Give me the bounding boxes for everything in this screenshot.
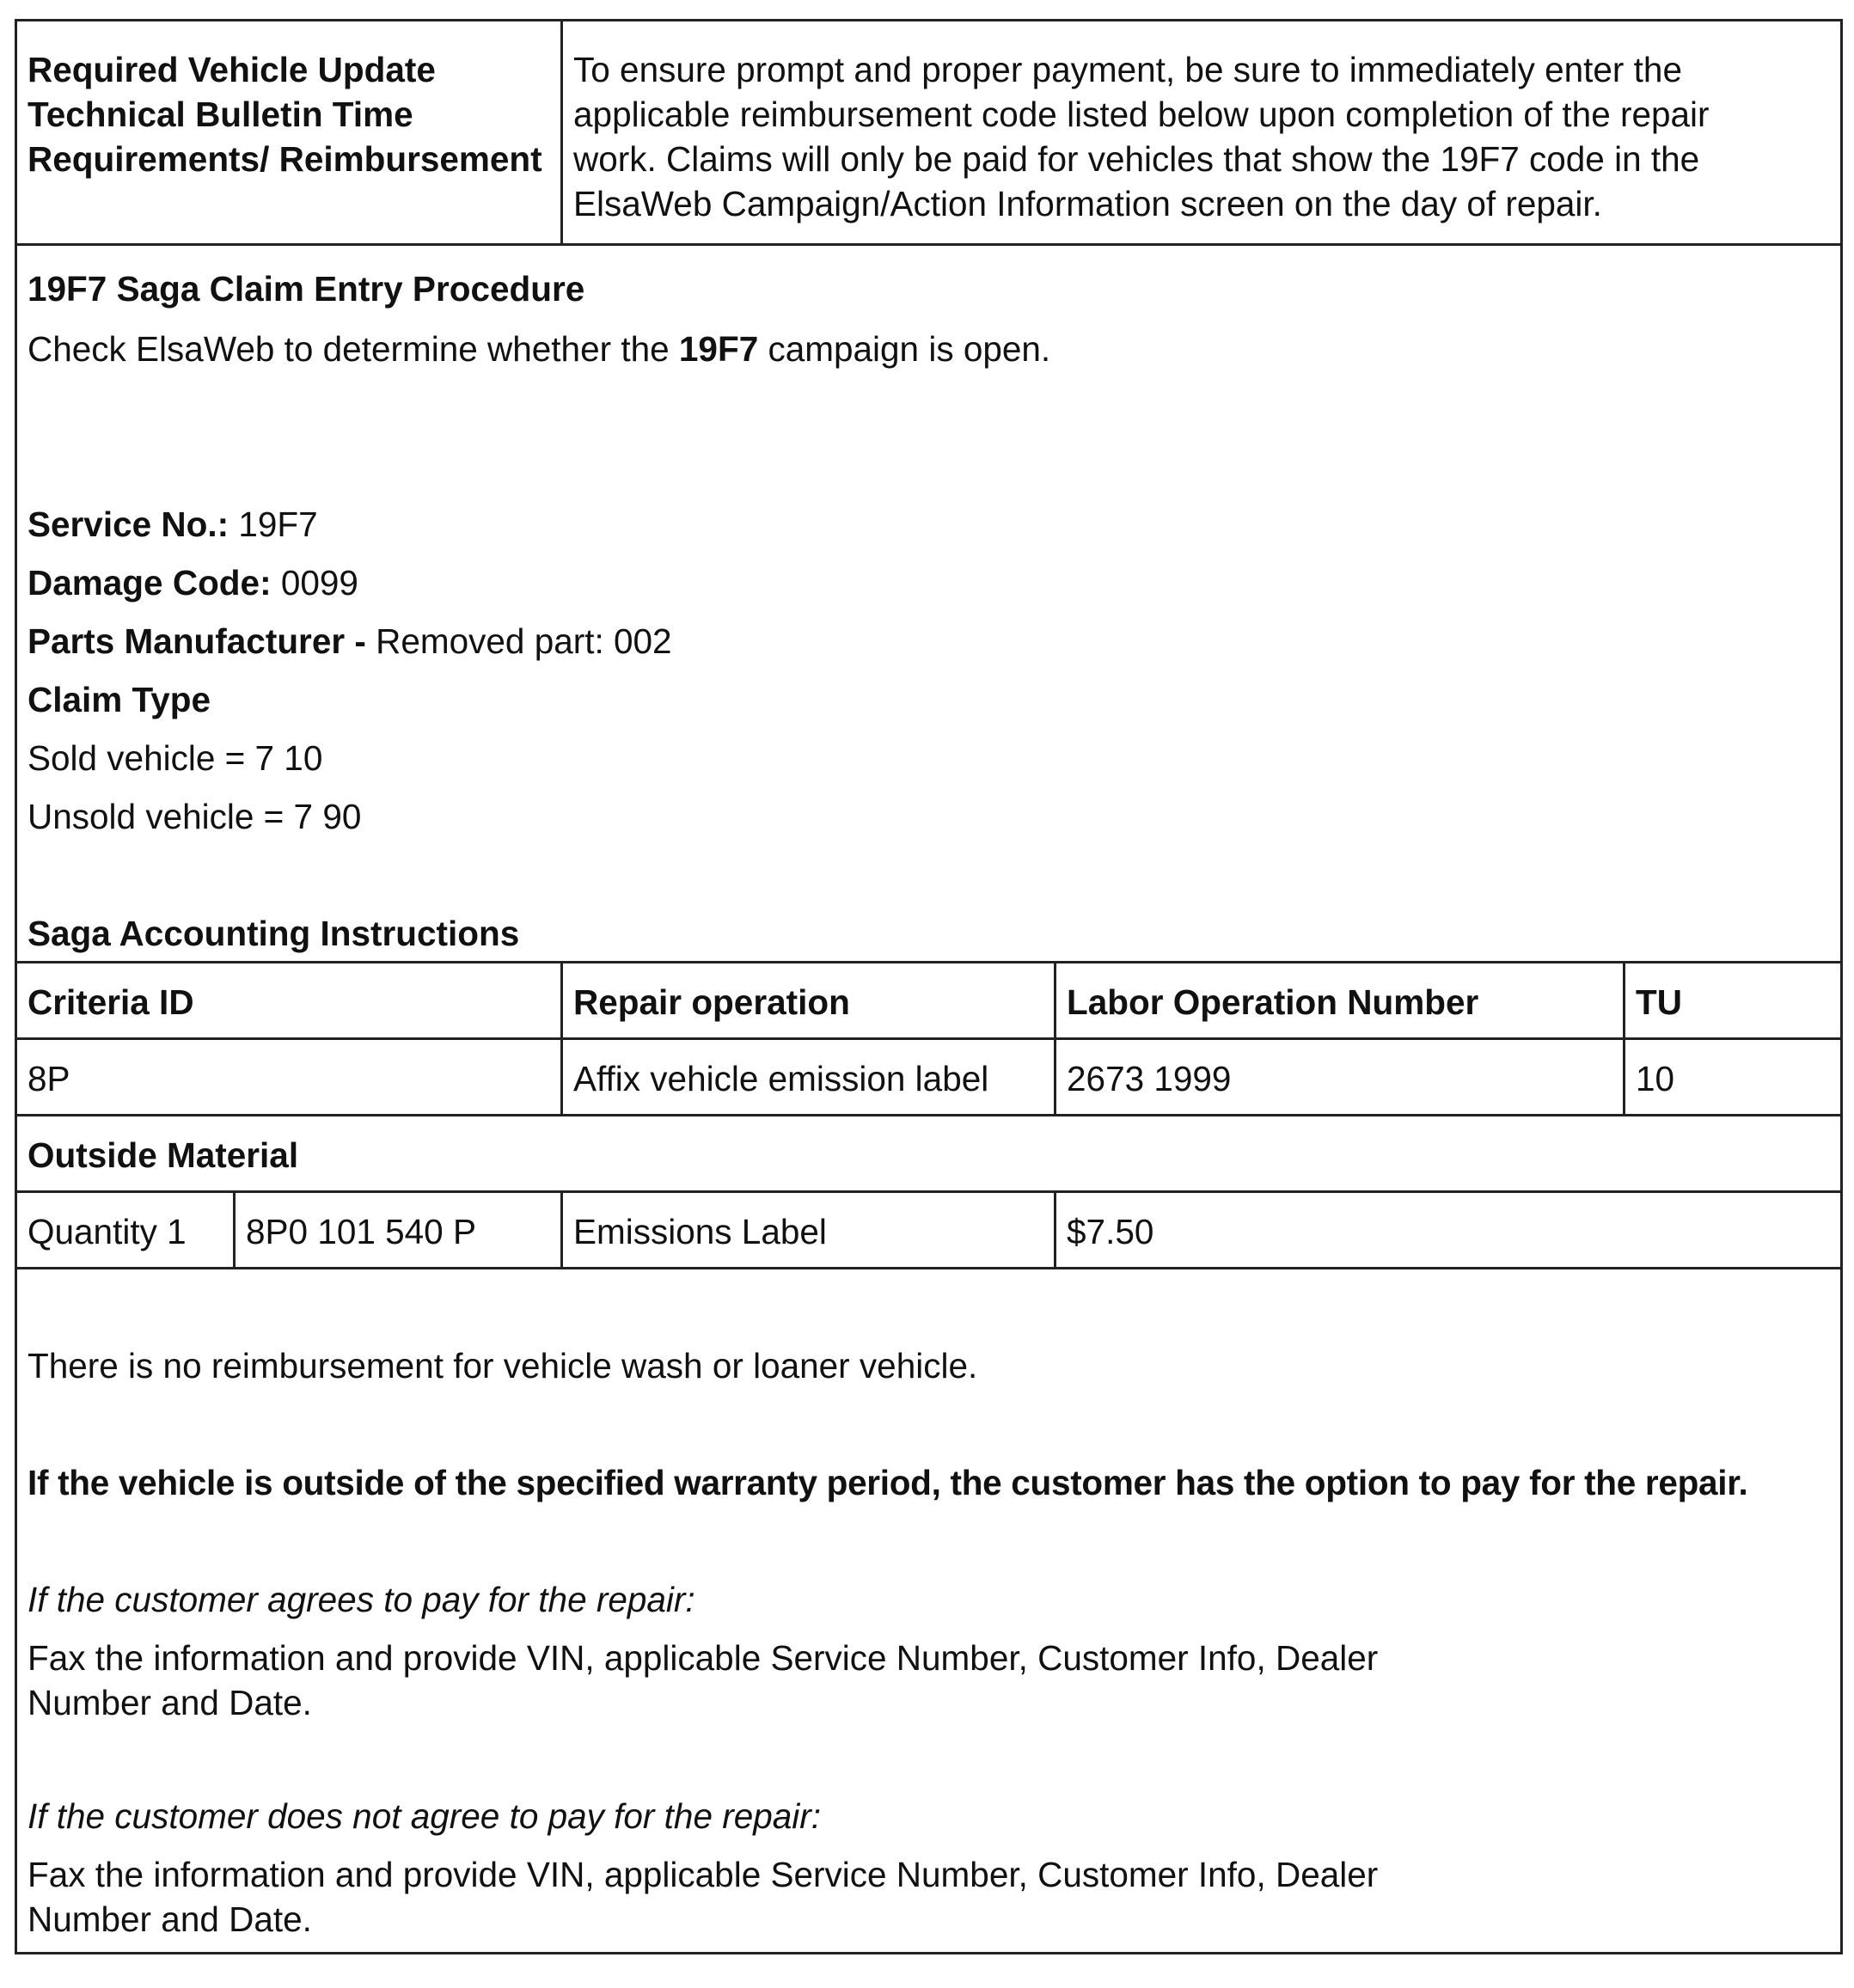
service-no-value: 19F7 — [229, 505, 318, 544]
labor-header-row — [16, 963, 1842, 1039]
not-agree-text-line-2: Number and Date. — [28, 1899, 312, 1939]
not-agree-heading: If the customer does not agree to pay for the repair: — [28, 1796, 822, 1836]
header-title-line-1: Required Vehicle Update — [28, 50, 436, 89]
agrees-heading: If the customer agrees to pay for the repair: — [28, 1580, 695, 1619]
header-text-line-2: applicable reimbursement code listed below upon completion of the repair — [573, 95, 1710, 134]
bulletin-table — [15, 19, 1843, 1954]
labor-header-number — [1055, 963, 1625, 1039]
outside-material-title: Outside Material — [28, 1135, 299, 1175]
accounting-title: Saga Accounting Instructions — [28, 914, 520, 953]
unsold-vehicle-code: Unsold vehicle = 7 90 — [28, 797, 362, 836]
procedure-row — [16, 245, 1842, 963]
material-quantity: Quantity 1 — [28, 1212, 187, 1251]
outside-material-title-cell — [16, 1116, 1842, 1192]
sold-vehicle-code: Sold vehicle = 7 10 — [28, 738, 323, 778]
header-row — [16, 21, 1842, 245]
check-elsaweb-text — [28, 327, 1830, 371]
material-description-cell — [562, 1192, 1055, 1269]
procedure-title: 19F7 Saga Claim Entry Procedure — [28, 269, 585, 309]
material-part-number: 8P0 101 540 P — [246, 1212, 476, 1251]
damage-code-value: 0099 — [271, 563, 358, 603]
material-price-cell — [1055, 1192, 1842, 1269]
labor-cell-criteria — [16, 1039, 562, 1116]
labor-operation-number-value: 2673 1999 — [1067, 1059, 1232, 1098]
labor-cell-repair — [562, 1039, 1055, 1116]
tu-header: TU — [1636, 982, 1683, 1022]
labor-cell-tu — [1625, 1039, 1842, 1116]
labor-operation-number-header: Labor Operation Number — [1067, 982, 1479, 1022]
no-reimbursement-note: There is no reimbursement for vehicle wash or loaner vehicle. — [28, 1346, 978, 1385]
check-prefix: Check ElsaWeb to determine whether the — [28, 329, 679, 369]
repair-operation-header: Repair operation — [573, 982, 850, 1022]
notes-cell — [16, 1269, 1842, 1954]
claim-type-label: Claim Type — [28, 680, 211, 719]
labor-header-repair — [562, 963, 1055, 1039]
outside-material-row — [16, 1192, 1842, 1269]
header-title-line-2: Technical Bulletin Time — [28, 95, 413, 134]
labor-header-criteria — [16, 963, 562, 1039]
header-title-line-3: Requirements/ Reimbursement — [28, 139, 542, 179]
labor-header-tu — [1625, 963, 1842, 1039]
header-text-line-4: ElsaWeb Campaign/Action Information screen on the day of repair. — [573, 184, 1602, 223]
check-suffix: campaign is open. — [758, 329, 1051, 369]
labor-data-row — [16, 1039, 1842, 1116]
damage-code — [28, 560, 1830, 605]
header-instructions-cell — [562, 21, 1842, 245]
material-description: Emissions Label — [573, 1212, 827, 1251]
parts-manufacturer-value: Removed part: 002 — [365, 621, 672, 661]
agrees-text-line-1: Fax the information and provide VIN, applicable Service Number, Customer Info, Dealer — [28, 1638, 1379, 1678]
repair-operation-value: Affix vehicle emission label — [573, 1059, 989, 1098]
material-price: $7.50 — [1067, 1212, 1154, 1251]
outside-material-title-row — [16, 1116, 1842, 1192]
parts-manufacturer — [28, 619, 1830, 664]
material-part-number-cell — [235, 1192, 562, 1269]
criteria-id-header: Criteria ID — [28, 982, 194, 1022]
check-campaign-code: 19F7 — [678, 329, 759, 369]
service-no — [28, 502, 1830, 547]
damage-code-label: Damage Code: — [28, 563, 272, 603]
service-no-label: Service No.: — [28, 505, 229, 544]
parts-manufacturer-label: Parts Manufacturer - — [28, 621, 366, 661]
material-quantity-cell — [16, 1192, 235, 1269]
warranty-notice: If the vehicle is outside of the specified warranty period, the customer has the option to pay for the repair. — [28, 1463, 1748, 1502]
header-text-line-3: work. Claims will only be paid for vehicles that show the 19F7 code in the — [573, 139, 1700, 179]
tu-value: 10 — [1636, 1059, 1675, 1098]
criteria-id-value: 8P — [28, 1059, 70, 1098]
notes-row — [16, 1269, 1842, 1954]
header-title-cell — [16, 21, 562, 245]
agrees-text-line-2: Number and Date. — [28, 1683, 312, 1722]
labor-cell-number — [1055, 1039, 1625, 1116]
procedure-cell — [16, 245, 1842, 963]
not-agree-text-line-1: Fax the information and provide VIN, applicable Service Number, Customer Info, Dealer — [28, 1855, 1379, 1894]
header-text-line-1: To ensure prompt and proper payment, be sure to immediately enter the — [573, 50, 1682, 89]
